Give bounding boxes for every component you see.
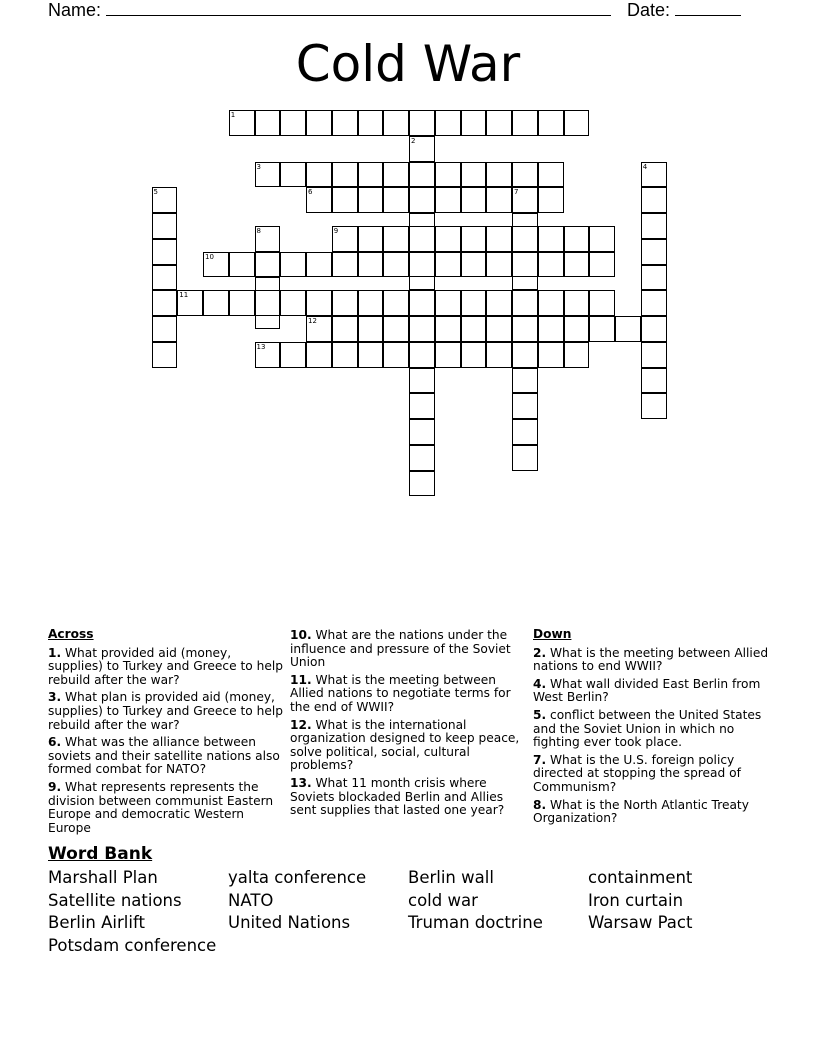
clue-text: conflict between the United States and the Soviet Union in which no fighting ever took place. [533, 707, 762, 750]
crossword-cell[interactable] [435, 290, 461, 316]
word-bank-title: Word Bank [48, 844, 153, 864]
crossword-cell[interactable] [486, 162, 512, 188]
crossword-cell[interactable] [332, 342, 358, 368]
crossword-cell[interactable] [512, 290, 538, 316]
down-clue [533, 647, 769, 674]
clue-number: 2 [411, 136, 416, 145]
crossword-cell[interactable] [358, 252, 384, 278]
crossword-cell[interactable] [229, 290, 255, 316]
clue-number: 9 [333, 226, 339, 235]
clue-number: 7 [514, 188, 519, 197]
clue-text: What wall divided East Berlin from West Berlin? [533, 676, 761, 705]
across-clues [48, 628, 284, 839]
crossword-cell[interactable] [538, 290, 564, 316]
crossword-cell[interactable] [229, 252, 255, 278]
crossword-cell[interactable] [435, 226, 461, 252]
crossword-cell[interactable] [409, 368, 435, 394]
crossword-cell[interactable] [512, 342, 538, 368]
crossword-cell[interactable] [512, 162, 538, 188]
crossword-cell[interactable] [280, 342, 306, 368]
crossword-cell[interactable] [358, 290, 384, 316]
word-bank-item: Berlin Airlift [48, 913, 145, 932]
crossword-cell[interactable] [512, 445, 538, 471]
clue-number-label: 1. [48, 645, 62, 660]
crossword-cell[interactable] [435, 316, 461, 342]
crossword-cell[interactable] [358, 316, 384, 342]
crossword-cell[interactable] [589, 290, 615, 316]
crossword-cell[interactable] [332, 162, 358, 188]
crossword-cell[interactable] [512, 368, 538, 394]
crossword-cell[interactable] [641, 368, 667, 394]
across-clue [290, 674, 526, 715]
crossword-cell[interactable] [306, 342, 332, 368]
crossword-cell[interactable] [538, 342, 564, 368]
crossword-cell[interactable] [229, 110, 255, 136]
crossword-cell[interactable] [383, 110, 409, 136]
crossword-cell[interactable] [512, 187, 538, 213]
crossword-cell[interactable] [486, 187, 512, 213]
crossword-cell[interactable] [280, 252, 306, 278]
crossword-cell[interactable] [203, 290, 229, 316]
clue-number-label: 3. [48, 690, 62, 705]
clue-text: What is the meeting between Allied nations to end WWII? [533, 645, 769, 674]
crossword-cell[interactable] [641, 316, 667, 342]
crossword-cell[interactable] [538, 162, 564, 188]
down-clue [533, 799, 769, 826]
crossword-cell[interactable] [564, 290, 590, 316]
clue-number-label: 10. [290, 628, 312, 642]
across-clue [48, 736, 284, 777]
crossword-cell[interactable] [538, 110, 564, 136]
crossword-cell[interactable] [512, 110, 538, 136]
crossword-cell[interactable] [306, 290, 332, 316]
crossword-cell[interactable] [435, 187, 461, 213]
crossword-cell[interactable] [564, 226, 590, 252]
name-line[interactable] [106, 0, 611, 16]
crossword-cell[interactable] [383, 162, 409, 188]
crossword-cell[interactable] [409, 110, 435, 136]
clue-number-label: 4. [533, 676, 547, 691]
crossword-cell[interactable] [152, 213, 178, 239]
across-clue [290, 629, 526, 670]
crossword-cell[interactable] [564, 342, 590, 368]
crossword-cell[interactable] [358, 187, 384, 213]
down-clues [533, 628, 769, 830]
crossword-cell[interactable] [306, 162, 332, 188]
crossword-cell[interactable] [255, 162, 281, 188]
crossword-cell[interactable] [409, 316, 435, 342]
crossword-cell[interactable] [152, 342, 178, 368]
clue-text: What plan is provided aid (money, supplies) to Turkey and Greece to help rebuild after the war? [48, 690, 283, 732]
clue-number: 8 [256, 226, 261, 235]
clue-text: What was the alliance between soviets and their satellite nations also formed combat for NATO? [48, 735, 280, 777]
word-bank-item: Marshall Plan [48, 868, 158, 887]
clue-number-label: 5. [533, 707, 547, 722]
crossword-cell[interactable] [461, 342, 487, 368]
down-clue [533, 754, 769, 795]
crossword-cell[interactable] [641, 239, 667, 265]
clue-number: 4 [642, 162, 648, 171]
crossword-cell[interactable] [280, 290, 306, 316]
clue-number: 12 [308, 317, 317, 325]
crossword-cell[interactable] [409, 393, 435, 419]
across-clue [290, 777, 526, 818]
crossword-cell[interactable] [332, 252, 358, 278]
date-label: Date: [627, 0, 671, 20]
crossword-cell[interactable] [332, 226, 358, 252]
word-bank-item: yalta conference [228, 868, 367, 887]
crossword-cell[interactable] [641, 342, 667, 368]
crossword-cell[interactable] [255, 290, 281, 316]
clue-number-label: 11. [290, 672, 312, 687]
crossword-cell[interactable] [564, 252, 590, 278]
crossword-cell[interactable] [615, 316, 641, 342]
clue-number: 3 [256, 162, 261, 171]
crossword-cell[interactable] [358, 226, 384, 252]
crossword-cell[interactable] [589, 316, 615, 342]
crossword-cell[interactable] [383, 316, 409, 342]
crossword-cell[interactable] [306, 110, 332, 136]
word-bank-item: Berlin wall [408, 868, 494, 887]
clue-number-label: 7. [533, 752, 547, 767]
crossword-cell[interactable] [358, 342, 384, 368]
clue-number-label: 8. [533, 797, 547, 812]
crossword-cell[interactable] [409, 252, 435, 278]
name-label: Name: [48, 0, 102, 20]
crossword-cell[interactable] [306, 187, 332, 213]
crossword-cell[interactable] [486, 226, 512, 252]
crossword-cell[interactable] [409, 342, 435, 368]
word-bank-item: Truman doctrine [408, 913, 543, 932]
crossword-cell[interactable] [486, 342, 512, 368]
clue-number: 6 [308, 188, 313, 197]
down-heading: Down [533, 627, 572, 641]
clue-number: 13 [256, 342, 266, 351]
word-bank-item: Satellite nations [48, 890, 182, 910]
crossword-cell[interactable] [641, 213, 667, 239]
word-bank-item: NATO [228, 890, 274, 910]
crossword-cell[interactable] [383, 226, 409, 252]
down-clue [533, 678, 769, 705]
crossword-cell[interactable] [641, 187, 667, 213]
crossword-cell[interactable] [512, 393, 538, 419]
clue-text: What represents represents the division between communist Eastern Europe and democratic Western Europe [48, 779, 274, 835]
name-field[interactable] [48, 0, 611, 21]
clue-number: 11 [179, 291, 189, 300]
clue-number-label: 2. [533, 645, 547, 660]
crossword-cell[interactable] [486, 110, 512, 136]
clue-number-label: 6. [48, 735, 62, 750]
crossword-cell[interactable] [332, 290, 358, 316]
clue-text: What is the meeting between Allied nations to negotiate terms for the end of WWII? [290, 672, 511, 714]
crossword-cell[interactable] [564, 316, 590, 342]
clue-number: 5 [153, 188, 158, 197]
crossword-cell[interactable] [280, 162, 306, 188]
crossword-cell[interactable] [358, 110, 384, 136]
crossword-cell[interactable] [255, 342, 281, 368]
date-line[interactable] [675, 0, 741, 16]
crossword-cell[interactable] [152, 316, 178, 342]
crossword-cell[interactable] [461, 316, 487, 342]
crossword-cell[interactable] [383, 342, 409, 368]
crossword-cell[interactable] [641, 162, 667, 188]
word-bank-item: United Nations [228, 913, 351, 932]
clue-text: What is the U.S. foreign policy directed at stopping the spread of Communism? [533, 752, 741, 794]
crossword-cell[interactable] [409, 290, 435, 316]
crossword-cell[interactable] [589, 252, 615, 278]
crossword-cell[interactable] [332, 316, 358, 342]
word-bank-item: Potsdam conference [48, 935, 217, 955]
clue-number-label: 12. [290, 717, 312, 732]
crossword-cell[interactable] [332, 187, 358, 213]
crossword-cell[interactable] [512, 316, 538, 342]
crossword-cell[interactable] [383, 187, 409, 213]
crossword-cell[interactable] [512, 419, 538, 445]
crossword-cell[interactable] [255, 110, 281, 136]
crossword-cell[interactable] [641, 393, 667, 419]
crossword-cell[interactable] [280, 110, 306, 136]
crossword-cell[interactable] [409, 226, 435, 252]
word-bank-item: Warsaw Pact [588, 913, 693, 932]
crossword-cell[interactable] [358, 162, 384, 188]
crossword-cell[interactable] [461, 252, 487, 278]
crossword-cell[interactable] [203, 252, 229, 278]
crossword-cell[interactable] [409, 445, 435, 471]
crossword-cell[interactable] [512, 226, 538, 252]
crossword-cell[interactable] [435, 162, 461, 188]
crossword-cell[interactable] [486, 252, 512, 278]
crossword-cell[interactable] [538, 252, 564, 278]
date-field[interactable] [627, 0, 741, 21]
clue-text: What provided aid (money, supplies) to Turkey and Greece to help rebuild after the war? [48, 645, 283, 687]
crossword-cell[interactable] [152, 265, 178, 291]
down-clue [533, 709, 769, 750]
clue-text: What 11 month crisis where Soviets blockaded Berlin and Allies sent supplies that lasted one year? [290, 775, 505, 818]
clue-number-label: 9. [48, 779, 62, 794]
crossword-cell[interactable] [152, 290, 178, 316]
crossword-cell[interactable] [486, 316, 512, 342]
crossword-cell[interactable] [538, 187, 564, 213]
crossword-cell[interactable] [564, 110, 590, 136]
clue-number: 10 [205, 252, 214, 261]
clue-text: What are the nations under the influence and pressure of the Soviet Union [290, 628, 511, 670]
crossword-cell[interactable] [177, 290, 203, 316]
crossword-cell[interactable] [461, 187, 487, 213]
crossword-cell[interactable] [589, 226, 615, 252]
crossword-cell[interactable] [538, 316, 564, 342]
crossword-cell[interactable] [641, 265, 667, 291]
word-bank-item: containment [588, 868, 693, 887]
crossword-cell[interactable] [461, 290, 487, 316]
crossword-cell[interactable] [383, 290, 409, 316]
crossword-cell[interactable] [383, 252, 409, 278]
crossword-cell[interactable] [332, 110, 358, 136]
across-clue [48, 691, 284, 732]
crossword-cell[interactable] [306, 316, 332, 342]
crossword-cell[interactable] [409, 162, 435, 188]
crossword-cell[interactable] [486, 290, 512, 316]
crossword-cell[interactable] [435, 252, 461, 278]
crossword-cell[interactable] [641, 290, 667, 316]
crossword-cell[interactable] [461, 226, 487, 252]
crossword-cell[interactable] [435, 110, 461, 136]
page-title: Cold War [295, 35, 521, 93]
crossword-cell[interactable] [152, 187, 178, 213]
crossword-cell[interactable] [409, 471, 435, 497]
word-bank-item: Iron curtain [588, 890, 684, 910]
crossword-cell[interactable] [409, 419, 435, 445]
across-clue [48, 647, 284, 688]
crossword-cell[interactable] [152, 239, 178, 265]
crossword-cell[interactable] [461, 110, 487, 136]
crossword-cell[interactable] [306, 252, 332, 278]
across-heading: Across [48, 627, 94, 641]
crossword-cell[interactable] [409, 187, 435, 213]
crossword-cell[interactable] [409, 136, 435, 162]
crossword-cell[interactable] [255, 226, 281, 252]
across-clue [48, 781, 284, 835]
across-clues-continued [290, 629, 526, 822]
crossword-cell[interactable] [512, 252, 538, 278]
clue-number-label: 13. [290, 775, 312, 790]
crossword-cell[interactable] [255, 252, 281, 278]
clue-number: 1 [230, 111, 236, 119]
word-bank-item: cold war [408, 890, 478, 910]
crossword-cell[interactable] [461, 162, 487, 188]
across-clue [290, 719, 526, 773]
crossword-cell[interactable] [435, 342, 461, 368]
crossword-cell[interactable] [538, 226, 564, 252]
clue-text: What is the international organization designed to keep peace, solve political, social, cultural problems? [290, 717, 520, 773]
clue-text: What is the North Atlantic Treaty Organization? [533, 797, 749, 826]
